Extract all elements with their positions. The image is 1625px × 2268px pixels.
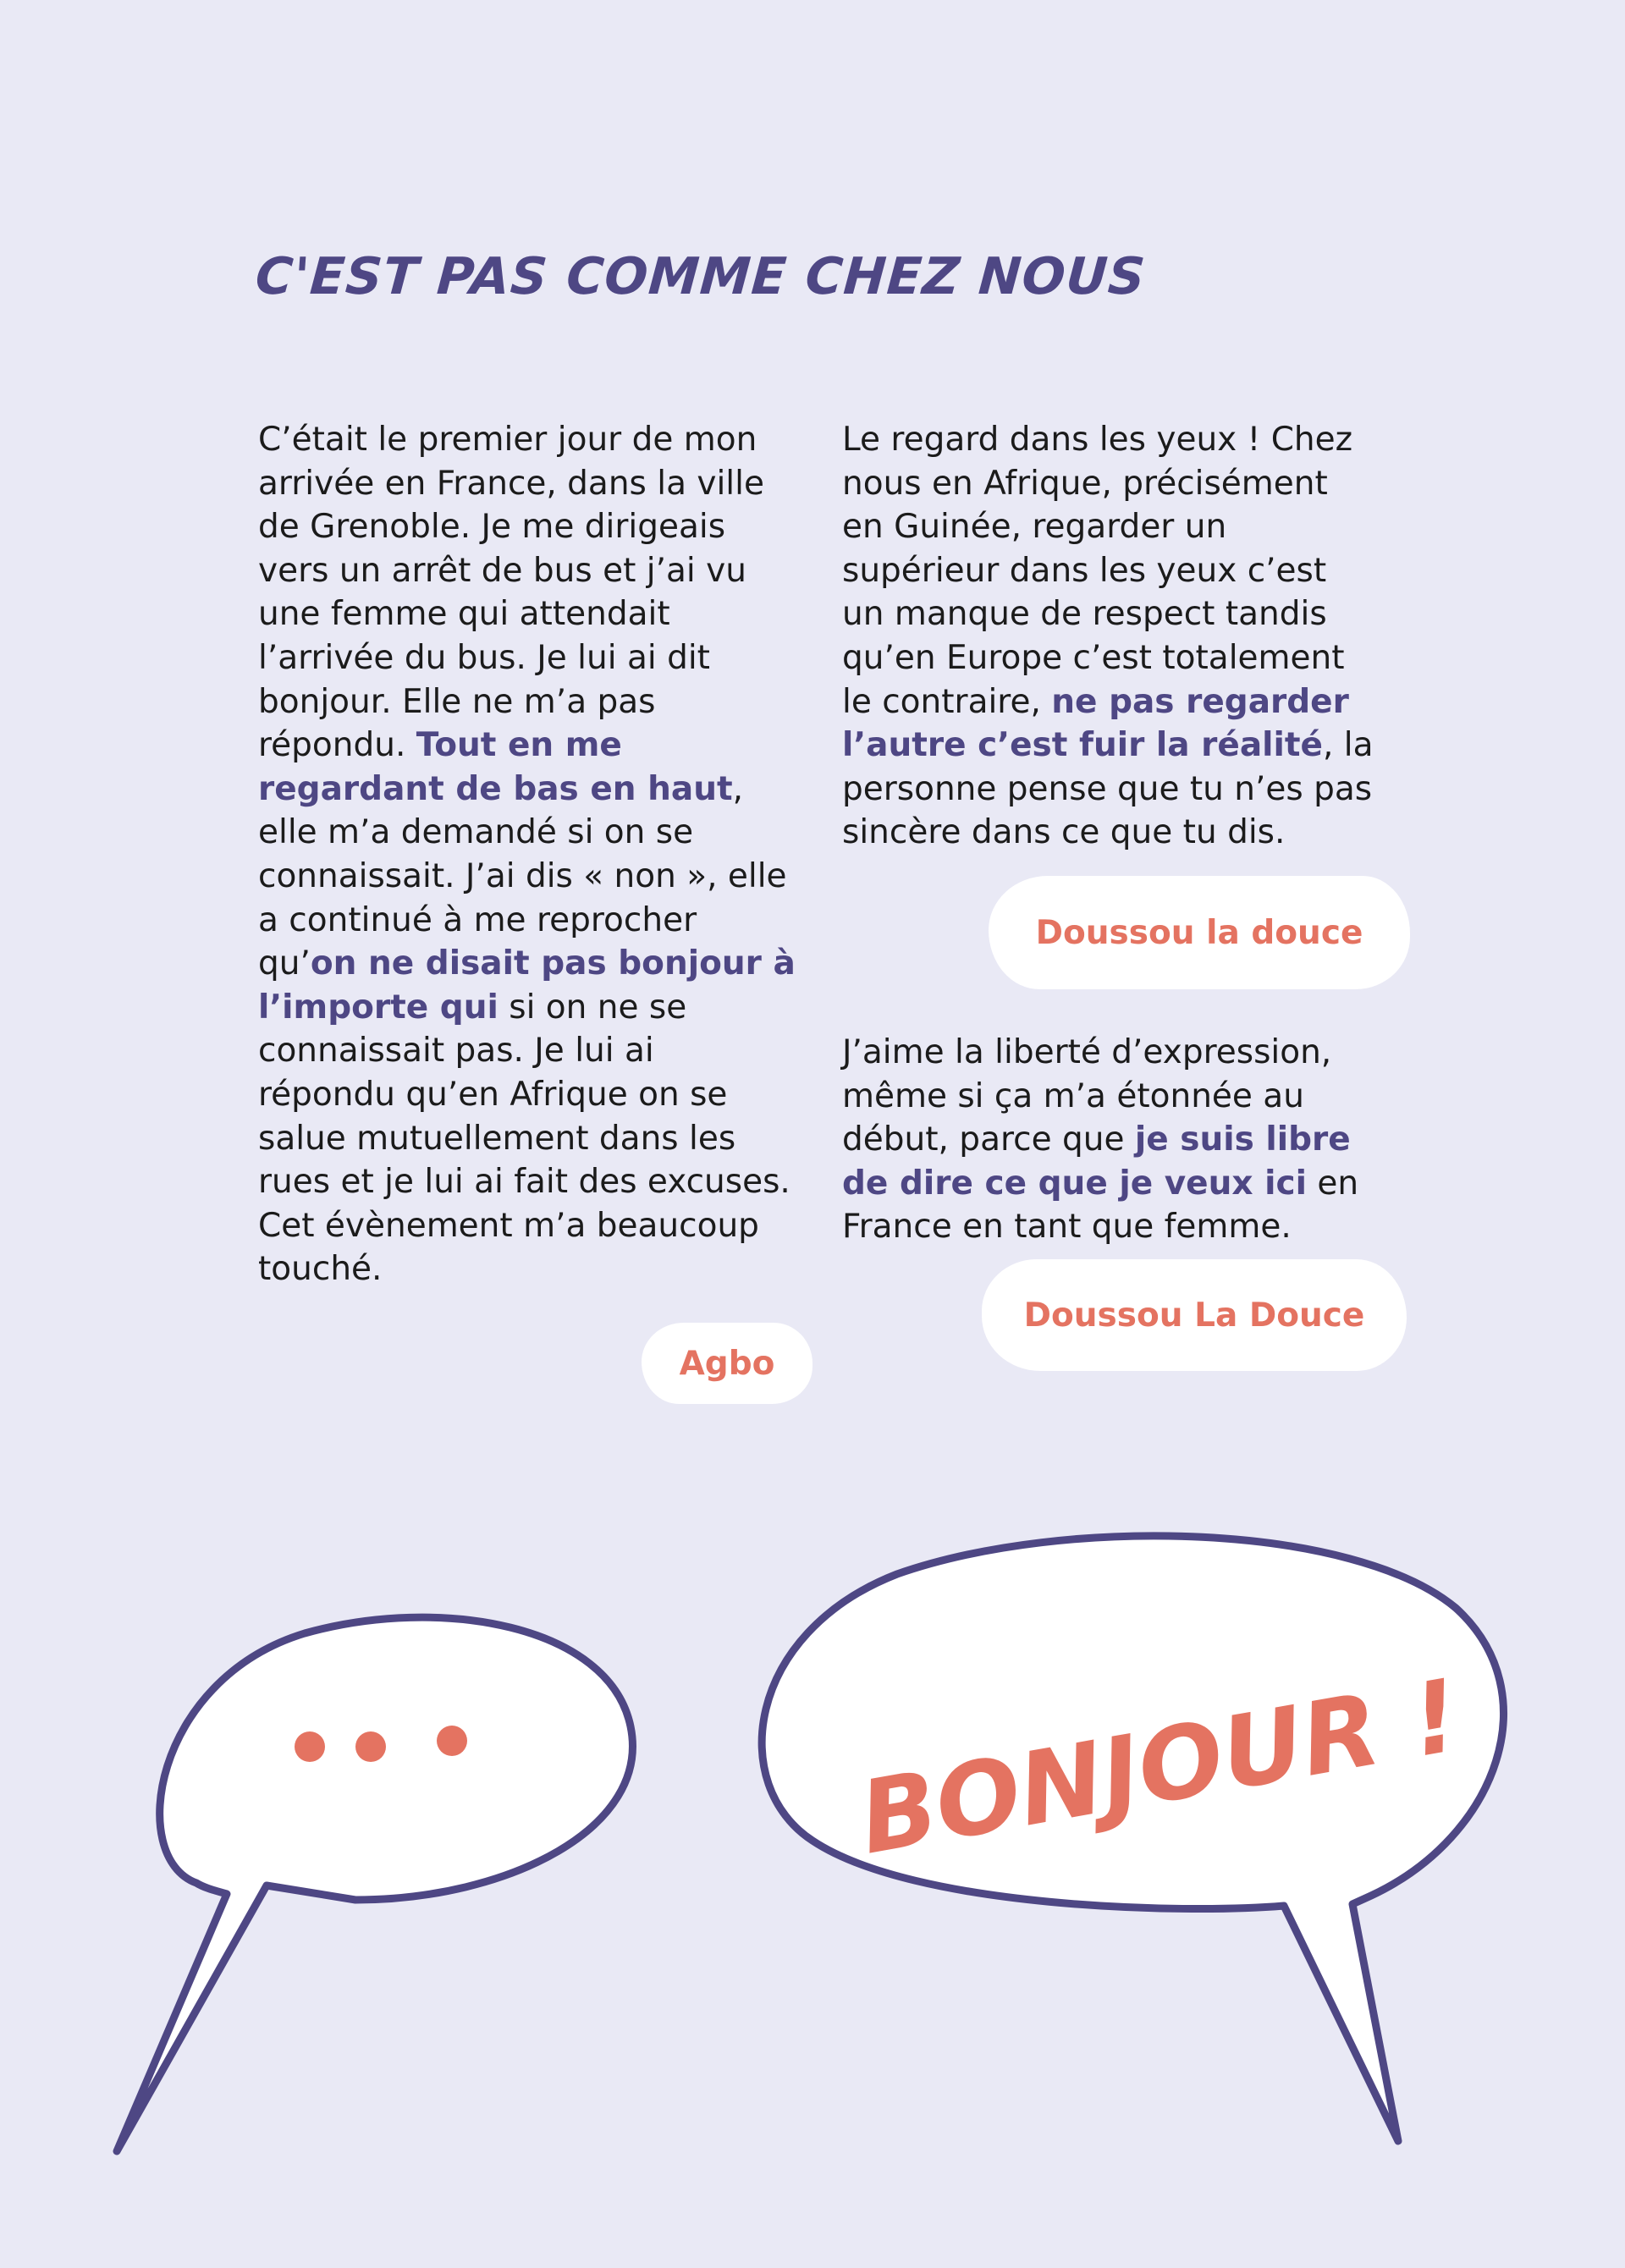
signature-doussou-la-douce-2: Doussou La Douce (982, 1259, 1407, 1371)
testimony-text: C’était le premier jour de mon arrivée en France, dans la ville de Grenoble. Je me dirigeais vers un arrêt de bus et j’ai vu une femme qui attendait l’arrivée du bus. Je lui ai dit bonjour. Elle ne m’a pas répondu. Tout en me regardant de bas en haut, elle m’a demandé si on se connaissait. J’ai dis « non », elle a continué à me reprocher qu’on ne disait pas bonjour à l’importe qui si on ne se connaissait pas. Je lui ai répondu qu’en Afrique on se salue mutuellement dans les rues et je lui ai fait des excuses. Cet évènement m’a beaucoup touché. (258, 421, 796, 1289)
signature-doussou-la-douce: Doussou la douce (989, 876, 1410, 989)
highlight: je suis libre de dire ce que je veux ici (842, 1120, 1351, 1203)
dot-icon (355, 1731, 386, 1762)
dot-icon (437, 1726, 467, 1756)
dot-icon (295, 1731, 325, 1762)
highlight: ne pas regarder l’autre c’est fuir la réalité (842, 682, 1349, 765)
page-title: C'EST PAS COMME CHEZ NOUS (253, 247, 1148, 306)
bonjour-text: BONJOUR ! (851, 1656, 1468, 1877)
testimony-text: Le regard dans les yeux ! Chez nous en Afrique, précisément en Guinée, regarder un supérieur dans les yeux c’est un manque de respect tandis qu’en Europe c’est totalement le contraire, ne pas regarder l’autre c’est fuir la réalité, la personne pense que tu n’es pas sincère dans ce que tu dis. (842, 421, 1374, 852)
testimony-text: J’aime la liberté d’expression, même si ça m’a étonnée au début, parce que je suis libre de dire ce que je veux ici en France en tant que femme. (842, 1033, 1359, 1247)
highlight: Tout en me regardant de bas en haut (258, 726, 733, 808)
highlight: on ne disait pas bonjour à l’importe qui (258, 944, 796, 1027)
left-speech-bubble (117, 1617, 632, 2151)
signature-agbo: Agbo (642, 1323, 812, 1404)
